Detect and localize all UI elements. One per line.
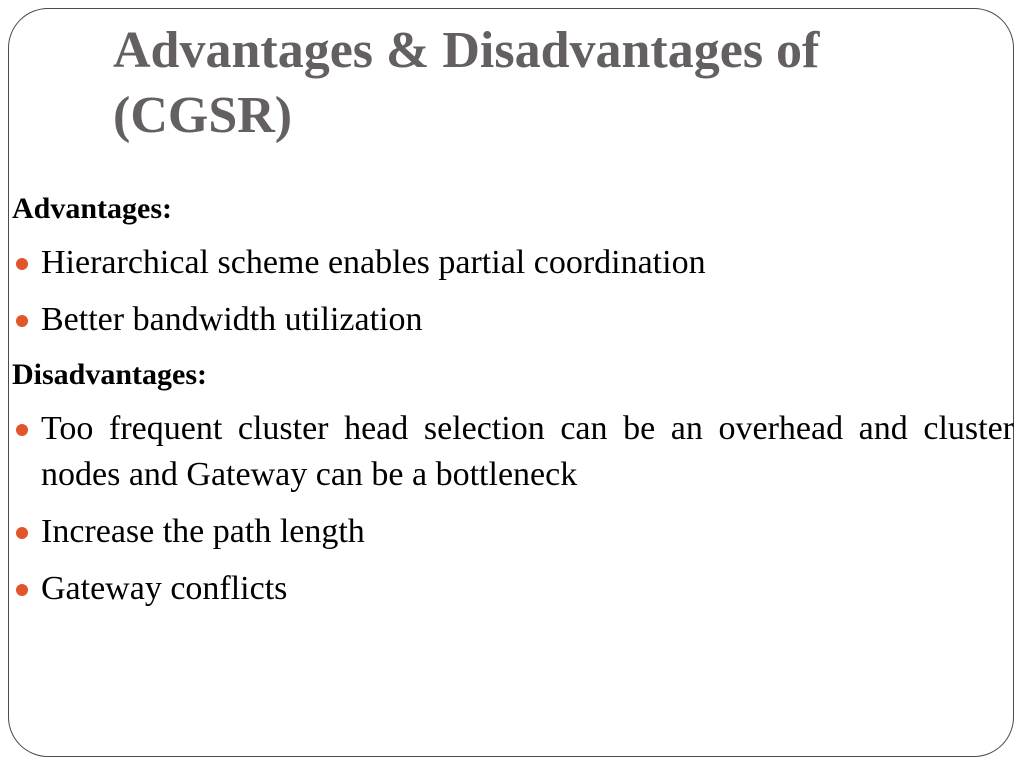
advantage-item-text: Better bandwidth utilization xyxy=(41,301,423,338)
bullet-dot-icon xyxy=(16,258,28,270)
bullet-dot-icon xyxy=(16,584,28,596)
disadvantage-item xyxy=(12,566,1014,612)
bullet-dot-icon xyxy=(16,527,28,539)
advantages-heading: Advantages: xyxy=(12,192,173,225)
bullet-dot-icon xyxy=(16,315,28,327)
advantage-item xyxy=(12,240,1014,286)
disadvantage-item-text: Increase the path length xyxy=(41,513,365,550)
slide-title: Advantages & Disadvantages of (CGSR) xyxy=(113,22,820,144)
disadvantages-heading: Disadvantages: xyxy=(12,358,208,391)
disadvantage-item-text: Too frequent cluster head selection can be an overhead and cluster nodes and Gateway can be a bottleneck xyxy=(41,410,1014,493)
disadvantage-item-text: Gateway conflicts xyxy=(41,570,288,607)
disadvantage-item xyxy=(12,509,1014,555)
advantage-item-text: Hierarchical scheme enables partial coordination xyxy=(41,244,706,281)
bullet-dot-icon xyxy=(16,424,28,436)
advantage-item xyxy=(12,297,1014,343)
disadvantage-item xyxy=(12,406,1014,498)
